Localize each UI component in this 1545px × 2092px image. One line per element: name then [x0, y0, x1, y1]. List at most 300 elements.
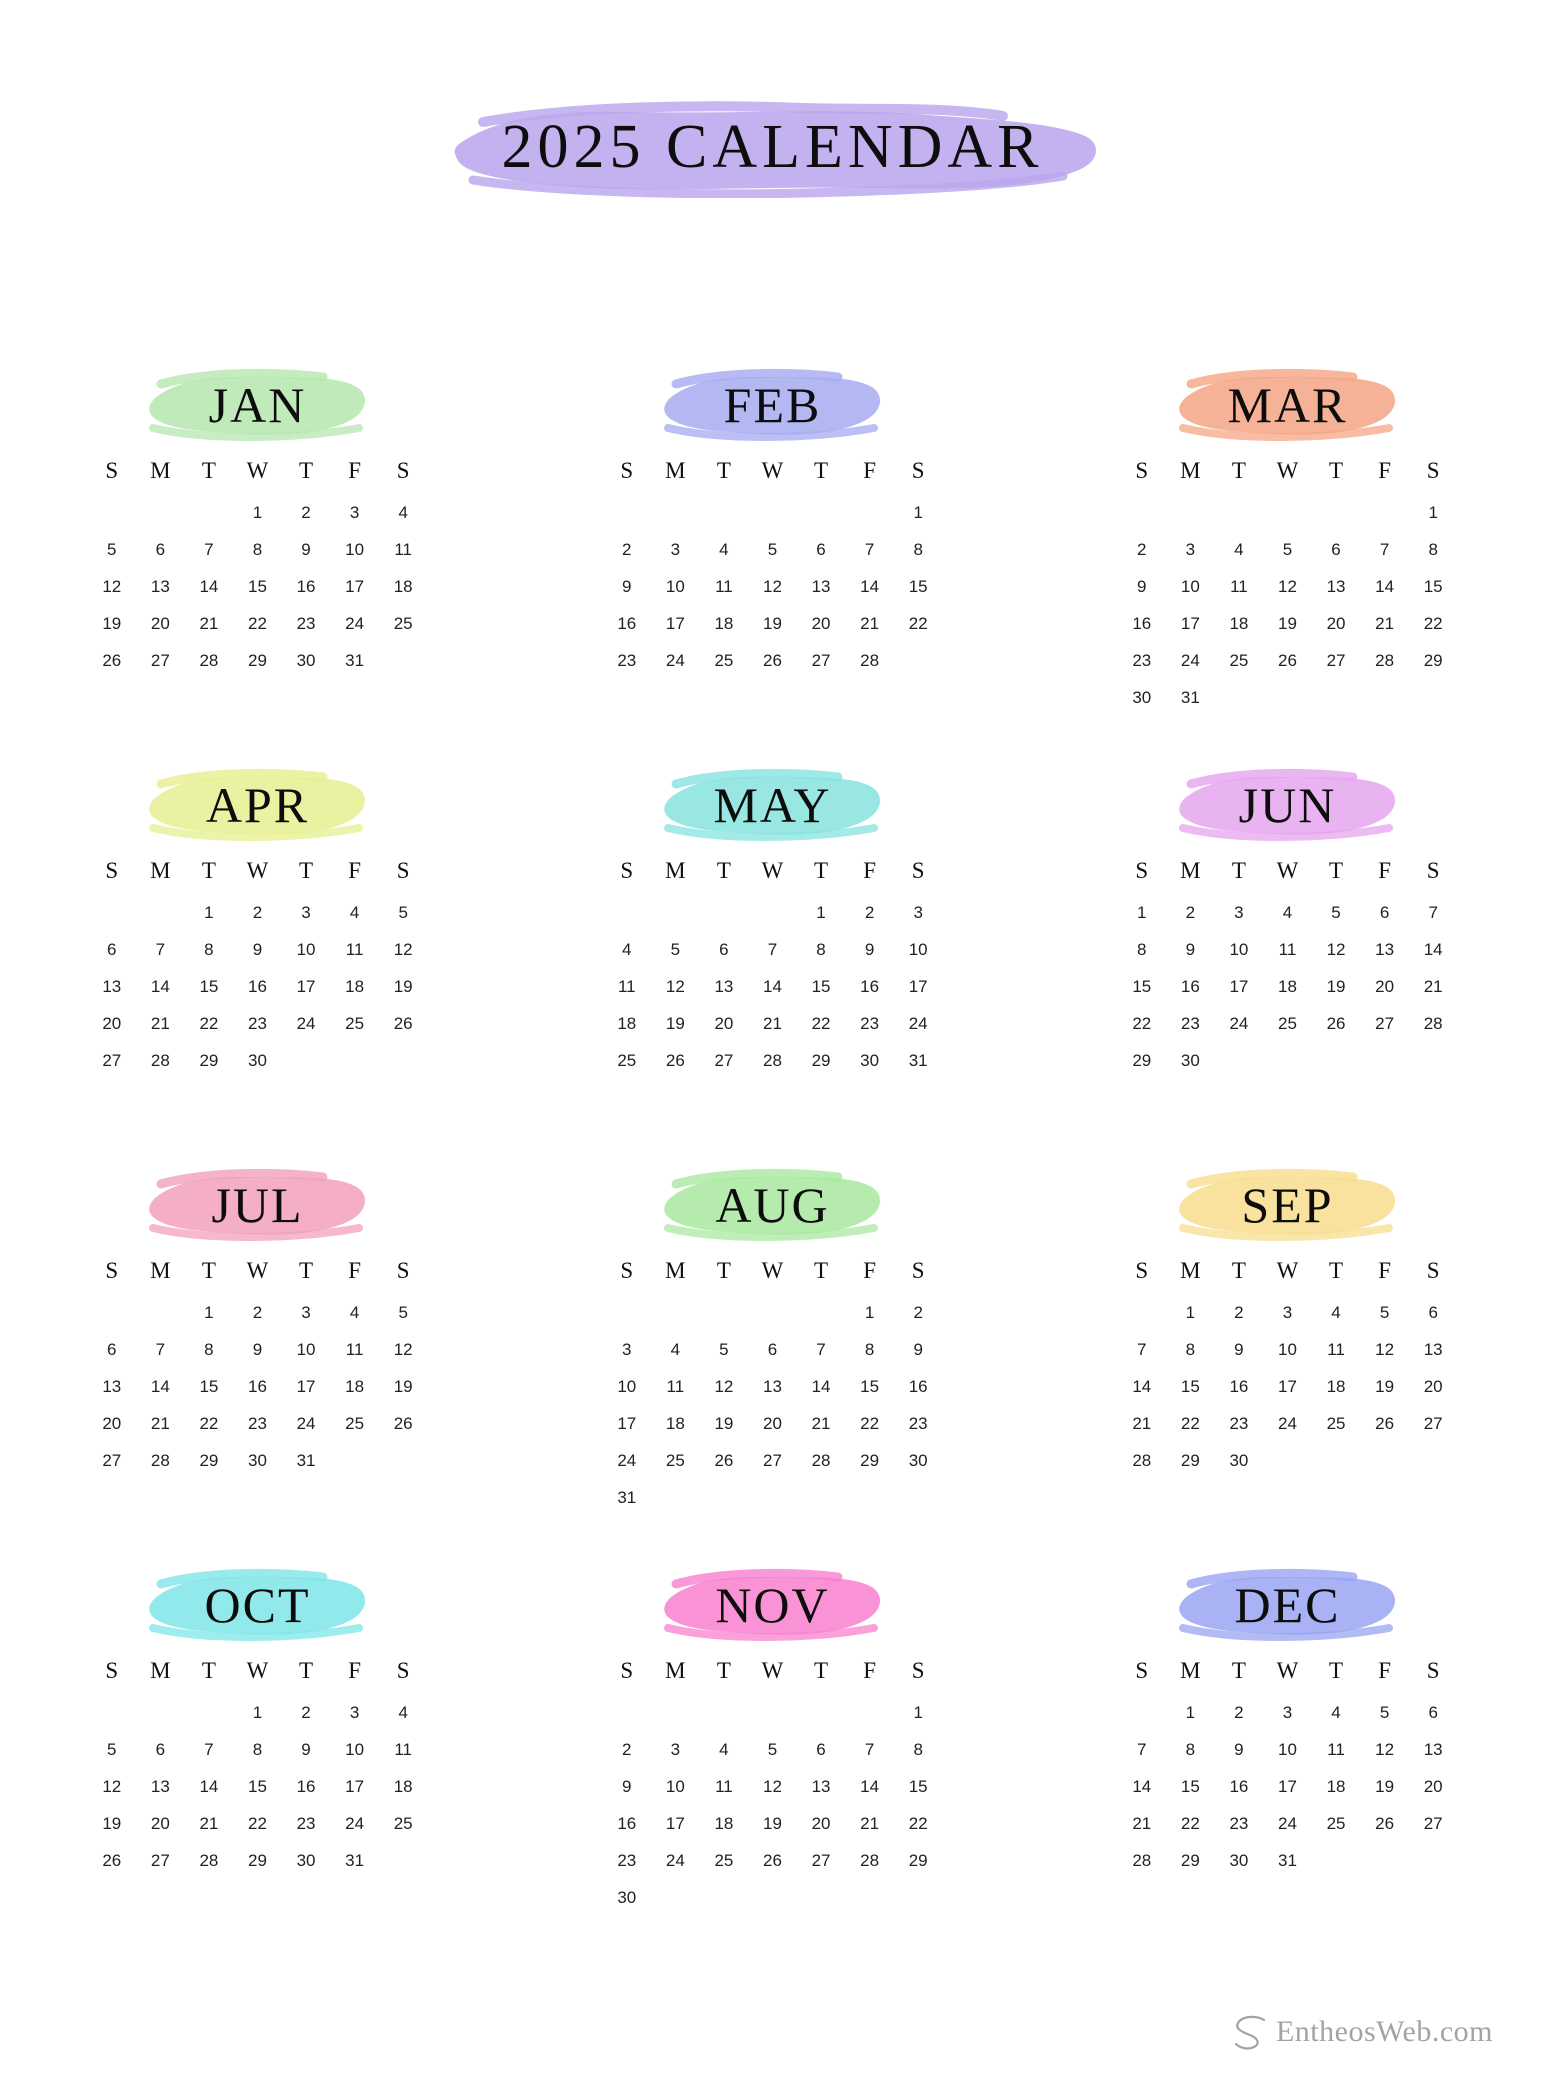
day-cell[interactable]: 3: [1282, 1702, 1293, 1722]
day-cell[interactable]: 16: [860, 976, 880, 996]
day-cell[interactable]: 5: [719, 1339, 729, 1359]
day-cell[interactable]: 18: [714, 613, 734, 633]
day-cell[interactable]: 21: [860, 613, 880, 633]
day-cell[interactable]: 6: [155, 539, 166, 559]
day-cell[interactable]: 17: [345, 1776, 365, 1796]
day-cell[interactable]: 20: [150, 1813, 170, 1833]
day-cell[interactable]: 14: [1423, 939, 1443, 959]
day-cell[interactable]: 2: [1185, 902, 1196, 922]
day-cell[interactable]: 4: [622, 939, 632, 959]
day-cell[interactable]: 11: [394, 539, 413, 559]
day-cell[interactable]: 29: [199, 1050, 219, 1070]
day-cell[interactable]: 23: [248, 1013, 267, 1033]
day-cell[interactable]: 13: [150, 576, 170, 596]
day-cell[interactable]: 3: [622, 1339, 632, 1359]
day-cell[interactable]: 13: [811, 1776, 831, 1796]
day-cell[interactable]: 28: [860, 650, 880, 670]
day-cell[interactable]: 1: [864, 1302, 875, 1322]
day-cell[interactable]: 15: [908, 1776, 928, 1796]
day-cell[interactable]: 25: [665, 1450, 685, 1470]
day-cell[interactable]: 14: [811, 1376, 831, 1396]
day-cell[interactable]: 10: [345, 539, 365, 559]
day-cell[interactable]: 15: [199, 976, 219, 996]
day-cell[interactable]: 28: [1375, 650, 1395, 670]
day-cell[interactable]: 7: [155, 939, 166, 959]
day-cell[interactable]: 6: [107, 939, 117, 959]
day-cell[interactable]: 23: [1132, 650, 1152, 670]
day-cell[interactable]: 26: [1375, 1413, 1395, 1433]
day-cell[interactable]: 19: [393, 1376, 413, 1396]
day-cell[interactable]: 15: [199, 1376, 219, 1396]
day-cell[interactable]: 9: [252, 939, 263, 959]
day-cell[interactable]: 17: [1180, 613, 1200, 633]
day-cell[interactable]: 21: [1423, 976, 1443, 996]
day-cell[interactable]: 16: [1132, 613, 1152, 633]
day-cell[interactable]: 12: [102, 1776, 122, 1796]
day-cell[interactable]: 25: [1278, 1013, 1297, 1033]
day-cell[interactable]: 3: [349, 502, 360, 522]
day-cell[interactable]: 25: [714, 650, 734, 670]
day-cell[interactable]: 8: [864, 1339, 875, 1359]
day-cell[interactable]: 1: [252, 1702, 263, 1722]
day-cell[interactable]: 20: [811, 1813, 831, 1833]
day-cell[interactable]: 30: [1180, 1050, 1200, 1070]
day-cell[interactable]: 14: [199, 576, 219, 596]
day-cell[interactable]: 23: [908, 1413, 928, 1433]
day-cell[interactable]: 24: [296, 1013, 316, 1033]
day-cell[interactable]: 28: [860, 1850, 880, 1870]
day-cell[interactable]: 2: [252, 1302, 263, 1322]
day-cell[interactable]: 20: [763, 1413, 782, 1433]
day-cell[interactable]: 21: [150, 1013, 170, 1033]
day-cell[interactable]: 24: [345, 1813, 365, 1833]
day-cell[interactable]: 20: [1375, 976, 1395, 996]
day-cell[interactable]: 27: [1423, 1813, 1443, 1833]
day-cell[interactable]: 13: [150, 1776, 170, 1796]
day-cell[interactable]: 2: [864, 902, 875, 922]
day-cell[interactable]: 10: [345, 1739, 365, 1759]
day-cell[interactable]: 22: [1423, 613, 1443, 633]
day-cell[interactable]: 5: [1379, 1302, 1390, 1322]
day-cell[interactable]: 11: [1327, 1739, 1345, 1759]
day-cell[interactable]: 5: [767, 539, 778, 559]
day-cell[interactable]: 23: [1229, 1813, 1249, 1833]
day-cell[interactable]: 7: [864, 539, 875, 559]
day-cell[interactable]: 2: [1234, 1302, 1244, 1322]
day-cell[interactable]: 7: [1428, 902, 1438, 922]
day-cell[interactable]: 14: [860, 1776, 880, 1796]
day-cell[interactable]: 30: [1132, 687, 1152, 707]
day-cell[interactable]: 9: [252, 1339, 263, 1359]
day-cell[interactable]: 24: [1229, 1013, 1249, 1033]
day-cell[interactable]: 27: [102, 1450, 122, 1470]
day-cell[interactable]: 31: [1278, 1850, 1297, 1870]
day-cell[interactable]: 23: [617, 650, 637, 670]
day-cell[interactable]: 11: [617, 976, 636, 996]
day-cell[interactable]: 27: [714, 1050, 734, 1070]
day-cell[interactable]: 12: [665, 976, 685, 996]
day-cell[interactable]: 4: [1331, 1302, 1341, 1322]
day-cell[interactable]: 27: [763, 1450, 782, 1470]
day-cell[interactable]: 1: [1137, 902, 1147, 922]
day-cell[interactable]: 29: [1180, 1450, 1200, 1470]
day-cell[interactable]: 24: [1278, 1813, 1297, 1833]
day-cell[interactable]: 21: [150, 1413, 170, 1433]
day-cell[interactable]: 26: [714, 1450, 734, 1470]
day-cell[interactable]: 15: [908, 576, 928, 596]
day-cell[interactable]: 8: [204, 1339, 214, 1359]
day-cell[interactable]: 17: [1229, 976, 1249, 996]
day-cell[interactable]: 2: [1137, 539, 1147, 559]
day-cell[interactable]: 25: [617, 1050, 637, 1070]
day-cell[interactable]: 1: [913, 1702, 923, 1722]
day-cell[interactable]: 12: [102, 576, 122, 596]
day-cell[interactable]: 26: [393, 1013, 413, 1033]
day-cell[interactable]: 19: [665, 1013, 685, 1033]
day-cell[interactable]: 3: [670, 1739, 681, 1759]
day-cell[interactable]: 12: [1326, 939, 1346, 959]
day-cell[interactable]: 7: [864, 1739, 875, 1759]
day-cell[interactable]: 6: [1428, 1302, 1438, 1322]
day-cell[interactable]: 19: [1375, 1776, 1395, 1796]
day-cell[interactable]: 3: [301, 902, 311, 922]
day-cell[interactable]: 1: [1185, 1302, 1196, 1322]
day-cell[interactable]: 6: [155, 1739, 166, 1759]
day-cell[interactable]: 24: [1180, 650, 1200, 670]
day-cell[interactable]: 25: [393, 613, 413, 633]
day-cell[interactable]: 13: [1326, 576, 1346, 596]
day-cell[interactable]: 8: [1185, 1339, 1196, 1359]
day-cell[interactable]: 7: [1379, 539, 1390, 559]
day-cell[interactable]: 11: [394, 1739, 413, 1759]
day-cell[interactable]: 17: [296, 976, 316, 996]
day-cell[interactable]: 26: [1278, 650, 1297, 670]
day-cell[interactable]: 27: [1326, 650, 1346, 670]
day-cell[interactable]: 21: [811, 1413, 831, 1433]
day-cell[interactable]: 9: [864, 939, 875, 959]
day-cell[interactable]: 19: [763, 1813, 782, 1833]
day-cell[interactable]: 20: [150, 613, 170, 633]
day-cell[interactable]: 14: [860, 576, 880, 596]
day-cell[interactable]: 18: [345, 976, 365, 996]
day-cell[interactable]: 27: [1423, 1413, 1443, 1433]
day-cell[interactable]: 13: [1423, 1739, 1443, 1759]
day-cell[interactable]: 1: [204, 1302, 214, 1322]
day-cell[interactable]: 6: [816, 539, 826, 559]
day-cell[interactable]: 15: [1180, 1376, 1200, 1396]
day-cell[interactable]: 20: [1423, 1776, 1443, 1796]
day-cell[interactable]: 21: [1132, 1413, 1152, 1433]
day-cell[interactable]: 11: [345, 939, 364, 959]
day-cell[interactable]: 16: [296, 576, 316, 596]
day-cell[interactable]: 18: [393, 576, 413, 596]
day-cell[interactable]: 22: [1180, 1413, 1200, 1433]
day-cell[interactable]: 19: [763, 613, 782, 633]
day-cell[interactable]: 1: [252, 502, 263, 522]
day-cell[interactable]: 15: [1180, 1776, 1200, 1796]
day-cell[interactable]: 28: [199, 1850, 219, 1870]
day-cell[interactable]: 28: [150, 1450, 170, 1470]
day-cell[interactable]: 15: [1132, 976, 1152, 996]
day-cell[interactable]: 23: [1180, 1013, 1200, 1033]
day-cell[interactable]: 24: [296, 1413, 316, 1433]
day-cell[interactable]: 13: [102, 976, 122, 996]
day-cell[interactable]: 12: [393, 939, 413, 959]
day-cell[interactable]: 19: [1375, 1376, 1395, 1396]
day-cell[interactable]: 2: [622, 1739, 632, 1759]
day-cell[interactable]: 28: [150, 1050, 170, 1070]
day-cell[interactable]: 31: [617, 1487, 637, 1507]
day-cell[interactable]: 17: [345, 576, 365, 596]
day-cell[interactable]: 12: [393, 1339, 413, 1359]
day-cell[interactable]: 17: [617, 1413, 637, 1433]
day-cell[interactable]: 6: [816, 1739, 826, 1759]
day-cell[interactable]: 10: [1180, 576, 1200, 596]
day-cell[interactable]: 16: [248, 1376, 267, 1396]
day-cell[interactable]: 11: [1230, 576, 1248, 596]
day-cell[interactable]: 30: [908, 1450, 928, 1470]
day-cell[interactable]: 28: [199, 650, 219, 670]
day-cell[interactable]: 5: [1379, 1702, 1390, 1722]
day-cell[interactable]: 21: [763, 1013, 782, 1033]
day-cell[interactable]: 22: [860, 1413, 880, 1433]
day-cell[interactable]: 1: [1185, 1702, 1196, 1722]
day-cell[interactable]: 19: [393, 976, 413, 996]
day-cell[interactable]: 17: [665, 1813, 685, 1833]
day-cell[interactable]: 24: [665, 1850, 685, 1870]
day-cell[interactable]: 12: [763, 576, 782, 596]
day-cell[interactable]: 26: [1375, 1813, 1395, 1833]
day-cell[interactable]: 18: [345, 1376, 365, 1396]
day-cell[interactable]: 5: [398, 1302, 408, 1322]
day-cell[interactable]: 27: [150, 1850, 170, 1870]
day-cell[interactable]: 24: [908, 1013, 928, 1033]
day-cell[interactable]: 21: [199, 613, 219, 633]
day-cell[interactable]: 3: [1234, 902, 1244, 922]
day-cell[interactable]: 22: [248, 1813, 267, 1833]
day-cell[interactable]: 9: [1137, 576, 1147, 596]
day-cell[interactable]: 23: [617, 1850, 637, 1870]
day-cell[interactable]: 8: [1428, 539, 1438, 559]
day-cell[interactable]: 6: [1331, 539, 1341, 559]
day-cell[interactable]: 12: [1375, 1739, 1395, 1759]
day-cell[interactable]: 4: [349, 1302, 360, 1322]
day-cell[interactable]: 13: [1423, 1339, 1443, 1359]
day-cell[interactable]: 2: [622, 539, 632, 559]
day-cell[interactable]: 28: [811, 1450, 831, 1470]
day-cell[interactable]: 8: [913, 1739, 923, 1759]
day-cell[interactable]: 19: [102, 1813, 122, 1833]
day-cell[interactable]: 29: [1180, 1850, 1200, 1870]
day-cell[interactable]: 29: [248, 1850, 267, 1870]
day-cell[interactable]: 7: [1137, 1739, 1147, 1759]
day-cell[interactable]: 24: [1278, 1413, 1297, 1433]
day-cell[interactable]: 9: [1234, 1739, 1244, 1759]
day-cell[interactable]: 4: [1234, 539, 1244, 559]
day-cell[interactable]: 10: [908, 939, 928, 959]
day-cell[interactable]: 20: [102, 1413, 122, 1433]
day-cell[interactable]: 29: [199, 1450, 219, 1470]
day-cell[interactable]: 10: [1278, 1739, 1297, 1759]
day-cell[interactable]: 15: [860, 1376, 880, 1396]
day-cell[interactable]: 6: [767, 1339, 778, 1359]
day-cell[interactable]: 19: [102, 613, 122, 633]
day-cell[interactable]: 26: [1326, 1013, 1346, 1033]
day-cell[interactable]: 8: [1137, 939, 1147, 959]
day-cell[interactable]: 18: [1278, 976, 1297, 996]
day-cell[interactable]: 31: [296, 1450, 316, 1470]
day-cell[interactable]: 3: [670, 539, 681, 559]
day-cell[interactable]: 8: [252, 539, 263, 559]
day-cell[interactable]: 28: [1132, 1850, 1152, 1870]
day-cell[interactable]: 23: [296, 1813, 316, 1833]
day-cell[interactable]: 27: [811, 650, 831, 670]
day-cell[interactable]: 3: [1282, 1302, 1293, 1322]
day-cell[interactable]: 14: [763, 976, 782, 996]
day-cell[interactable]: 2: [301, 1702, 311, 1722]
day-cell[interactable]: 18: [714, 1813, 734, 1833]
day-cell[interactable]: 31: [345, 1850, 365, 1870]
day-cell[interactable]: 26: [102, 1850, 122, 1870]
day-cell[interactable]: 9: [622, 576, 632, 596]
day-cell[interactable]: 13: [1375, 939, 1395, 959]
day-cell[interactable]: 25: [393, 1813, 413, 1833]
day-cell[interactable]: 29: [1132, 1050, 1152, 1070]
day-cell[interactable]: 15: [1423, 576, 1443, 596]
day-cell[interactable]: 9: [1234, 1339, 1244, 1359]
day-cell[interactable]: 23: [248, 1413, 267, 1433]
day-cell[interactable]: 27: [1375, 1013, 1395, 1033]
day-cell[interactable]: 20: [811, 613, 831, 633]
day-cell[interactable]: 16: [1180, 976, 1200, 996]
day-cell[interactable]: 16: [1229, 1376, 1249, 1396]
day-cell[interactable]: 15: [811, 976, 831, 996]
day-cell[interactable]: 10: [296, 939, 316, 959]
day-cell[interactable]: 11: [715, 1776, 733, 1796]
day-cell[interactable]: 25: [1326, 1413, 1346, 1433]
day-cell[interactable]: 20: [1326, 613, 1346, 633]
day-cell[interactable]: 5: [398, 902, 408, 922]
day-cell[interactable]: 3: [349, 1702, 360, 1722]
day-cell[interactable]: 8: [913, 539, 923, 559]
day-cell[interactable]: 11: [1327, 1339, 1345, 1359]
day-cell[interactable]: 30: [617, 1887, 637, 1907]
day-cell[interactable]: 17: [1278, 1776, 1297, 1796]
day-cell[interactable]: 24: [665, 650, 685, 670]
day-cell[interactable]: 8: [1185, 1739, 1196, 1759]
day-cell[interactable]: 28: [1132, 1450, 1152, 1470]
day-cell[interactable]: 14: [1132, 1376, 1152, 1396]
day-cell[interactable]: 4: [670, 1339, 681, 1359]
day-cell[interactable]: 22: [811, 1013, 831, 1033]
day-cell[interactable]: 30: [1229, 1850, 1249, 1870]
day-cell[interactable]: 22: [199, 1013, 219, 1033]
day-cell[interactable]: 28: [1423, 1013, 1443, 1033]
day-cell[interactable]: 10: [665, 1776, 685, 1796]
day-cell[interactable]: 30: [296, 650, 316, 670]
day-cell[interactable]: 22: [1132, 1013, 1152, 1033]
day-cell[interactable]: 12: [1278, 576, 1297, 596]
day-cell[interactable]: 18: [617, 1013, 637, 1033]
day-cell[interactable]: 18: [1326, 1776, 1346, 1796]
day-cell[interactable]: 23: [1229, 1413, 1249, 1433]
day-cell[interactable]: 30: [860, 1050, 880, 1070]
day-cell[interactable]: 31: [1180, 687, 1200, 707]
day-cell[interactable]: 22: [908, 613, 928, 633]
day-cell[interactable]: 9: [622, 1776, 632, 1796]
day-cell[interactable]: 1: [913, 502, 923, 522]
day-cell[interactable]: 22: [1180, 1813, 1200, 1833]
day-cell[interactable]: 8: [204, 939, 214, 959]
day-cell[interactable]: 12: [714, 1376, 734, 1396]
day-cell[interactable]: 26: [393, 1413, 413, 1433]
day-cell[interactable]: 25: [345, 1413, 365, 1433]
day-cell[interactable]: 14: [1375, 576, 1395, 596]
day-cell[interactable]: 2: [1234, 1702, 1244, 1722]
day-cell[interactable]: 3: [301, 1302, 311, 1322]
day-cell[interactable]: 18: [1326, 1376, 1346, 1396]
day-cell[interactable]: 4: [1331, 1702, 1341, 1722]
day-cell[interactable]: 8: [252, 1739, 263, 1759]
day-cell[interactable]: 30: [1229, 1450, 1249, 1470]
day-cell[interactable]: 15: [248, 1776, 267, 1796]
day-cell[interactable]: 11: [345, 1339, 364, 1359]
day-cell[interactable]: 30: [248, 1050, 267, 1070]
day-cell[interactable]: 20: [714, 1013, 734, 1033]
day-cell[interactable]: 12: [763, 1776, 782, 1796]
day-cell[interactable]: 4: [719, 1739, 729, 1759]
day-cell[interactable]: 29: [248, 650, 267, 670]
day-cell[interactable]: 25: [1326, 1813, 1346, 1833]
day-cell[interactable]: 29: [860, 1450, 880, 1470]
day-cell[interactable]: 11: [1278, 939, 1297, 959]
day-cell[interactable]: 5: [1331, 902, 1341, 922]
day-cell[interactable]: 22: [199, 1413, 219, 1433]
day-cell[interactable]: 1: [816, 902, 826, 922]
day-cell[interactable]: 21: [1132, 1813, 1152, 1833]
day-cell[interactable]: 9: [301, 1739, 311, 1759]
day-cell[interactable]: 23: [860, 1013, 880, 1033]
day-cell[interactable]: 10: [1229, 939, 1249, 959]
day-cell[interactable]: 6: [1379, 902, 1390, 922]
day-cell[interactable]: 9: [913, 1339, 923, 1359]
day-cell[interactable]: 3: [1185, 539, 1196, 559]
day-cell[interactable]: 4: [398, 1702, 408, 1722]
day-cell[interactable]: 19: [1326, 976, 1346, 996]
day-cell[interactable]: 16: [1229, 1776, 1249, 1796]
day-cell[interactable]: 16: [248, 976, 267, 996]
day-cell[interactable]: 16: [617, 1813, 637, 1833]
day-cell[interactable]: 2: [252, 902, 263, 922]
day-cell[interactable]: 13: [102, 1376, 122, 1396]
day-cell[interactable]: 25: [345, 1013, 365, 1033]
day-cell[interactable]: 5: [107, 1739, 117, 1759]
day-cell[interactable]: 6: [1428, 1702, 1438, 1722]
day-cell[interactable]: 7: [1137, 1339, 1147, 1359]
day-cell[interactable]: 26: [102, 650, 122, 670]
day-cell[interactable]: 21: [1375, 613, 1395, 633]
day-cell[interactable]: 14: [1132, 1776, 1152, 1796]
day-cell[interactable]: 29: [1423, 650, 1443, 670]
day-cell[interactable]: 1: [1428, 502, 1438, 522]
day-cell[interactable]: 24: [617, 1450, 637, 1470]
day-cell[interactable]: 22: [248, 613, 267, 633]
day-cell[interactable]: 5: [107, 539, 117, 559]
day-cell[interactable]: 13: [811, 576, 831, 596]
day-cell[interactable]: 20: [102, 1013, 122, 1033]
day-cell[interactable]: 18: [665, 1413, 685, 1433]
day-cell[interactable]: 18: [1229, 613, 1249, 633]
